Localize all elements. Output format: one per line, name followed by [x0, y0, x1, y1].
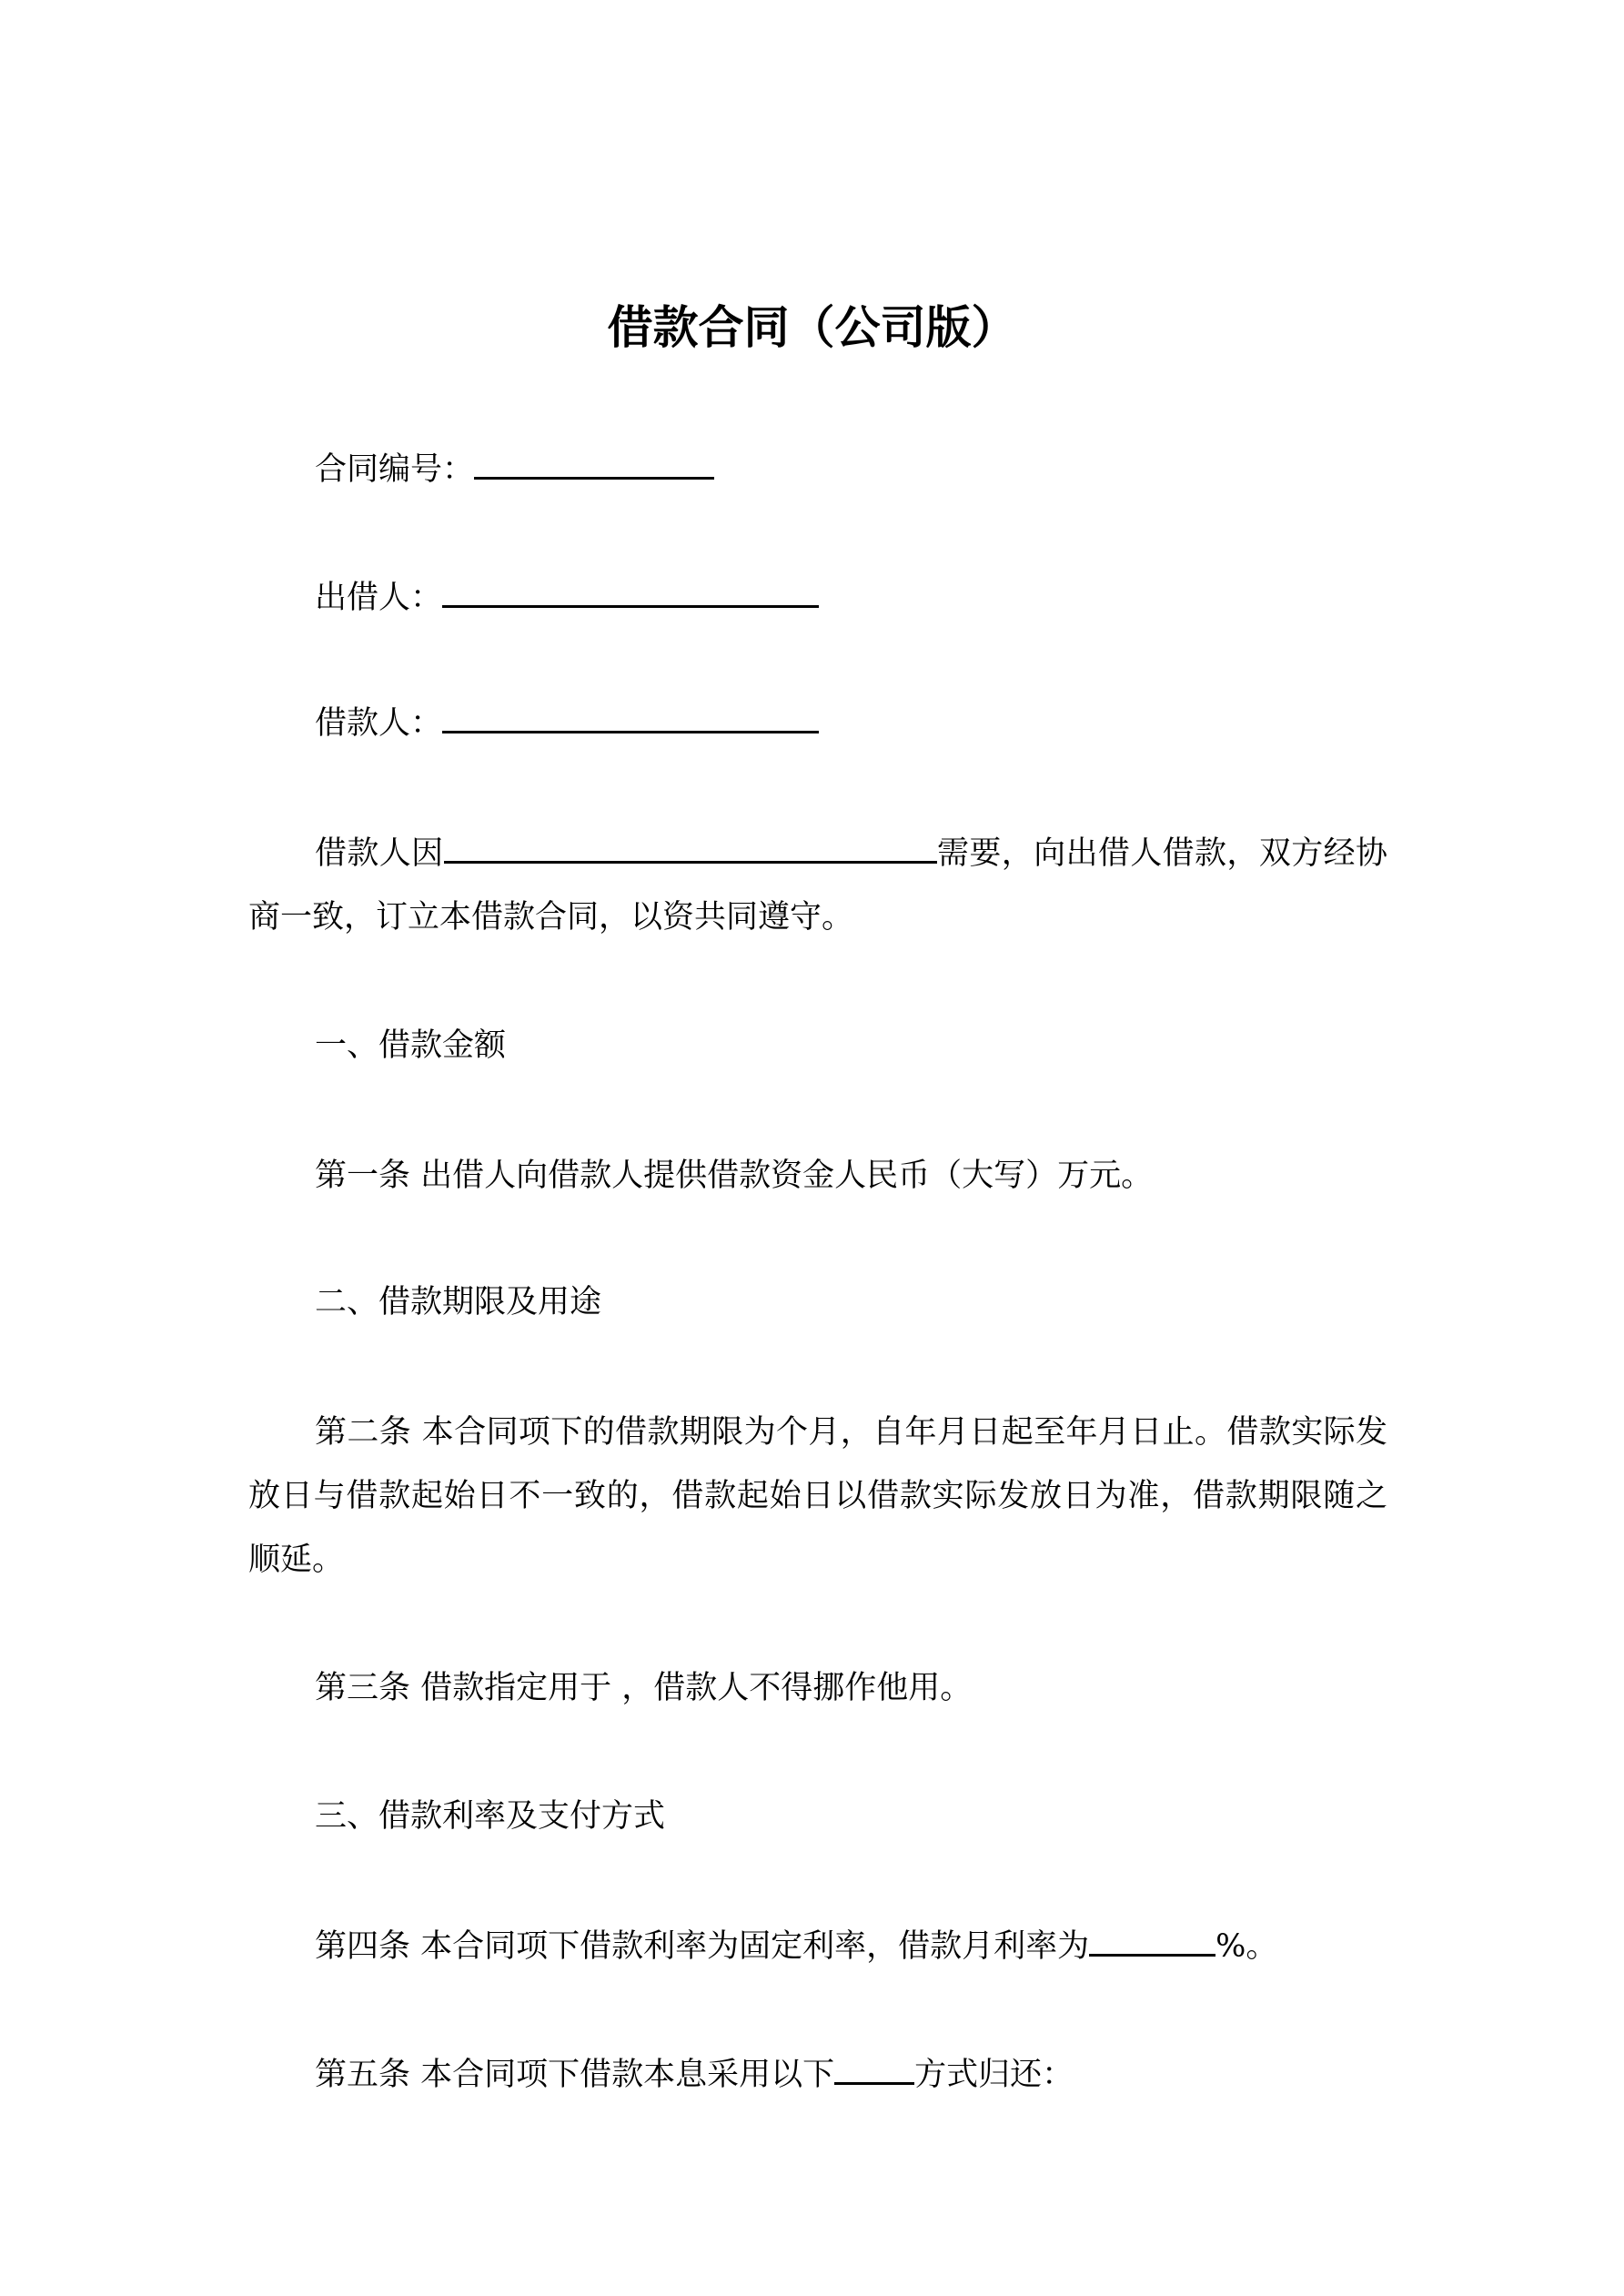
article-4 — [248, 1915, 1387, 1978]
article-3: 第三条 借款指定用于 ，借款人不得挪作他用。 — [315, 1670, 973, 1706]
article-2: 第二条 本合同项下的借款期限为个月，自年月日起至年月日止。借款实际发放日与借款起始日不一致的，借款起始日以借款实际发放日为准，借款期限随之顺延。 — [248, 1414, 1387, 1578]
borrower-line — [248, 692, 1387, 755]
lender-label: 出借人： — [315, 580, 443, 616]
purpose-blank — [444, 834, 937, 864]
preamble-text-end: 需要，向出借人借款，双方经协商一致，订立本借款合同，以资共同遵守。 — [248, 835, 1387, 936]
preamble-text-start: 借款人因 — [315, 835, 444, 872]
article-5 — [248, 2043, 1387, 2107]
article-5-text: 第五条 本合同项下借款本息采用以下 — [315, 2057, 835, 2093]
lender-blank — [442, 578, 819, 608]
contract-number-blank — [474, 450, 714, 480]
contract-number-line — [248, 438, 1387, 501]
contract-number-label: 合同编号： — [315, 451, 475, 488]
lender-line — [248, 566, 1387, 630]
repayment-method-blank — [834, 2055, 914, 2085]
borrower-blank — [442, 703, 819, 733]
section-heading-2: 二、借款期限及用途 — [315, 1284, 602, 1320]
document-title: 借款合同（公司版） — [607, 300, 1017, 354]
section-heading-3: 三、借款利率及支付方式 — [315, 1798, 666, 1835]
borrower-label: 借款人： — [315, 705, 443, 742]
interest-rate-blank — [1089, 1927, 1215, 1957]
article-1: 第一条 出借人向借款人提供借款资金人民币（大写）万元。 — [315, 1158, 1154, 1194]
section-heading-1: 一、借款金额 — [315, 1027, 507, 1064]
article-5-text-end: 方式归还： — [914, 2057, 1074, 2093]
article-4-percent: %。 — [1215, 1928, 1278, 1965]
article-4-text: 第四条 本合同项下借款利率为固定利率，借款月利率为 — [315, 1928, 1090, 1965]
preamble-paragraph — [248, 822, 1387, 949]
